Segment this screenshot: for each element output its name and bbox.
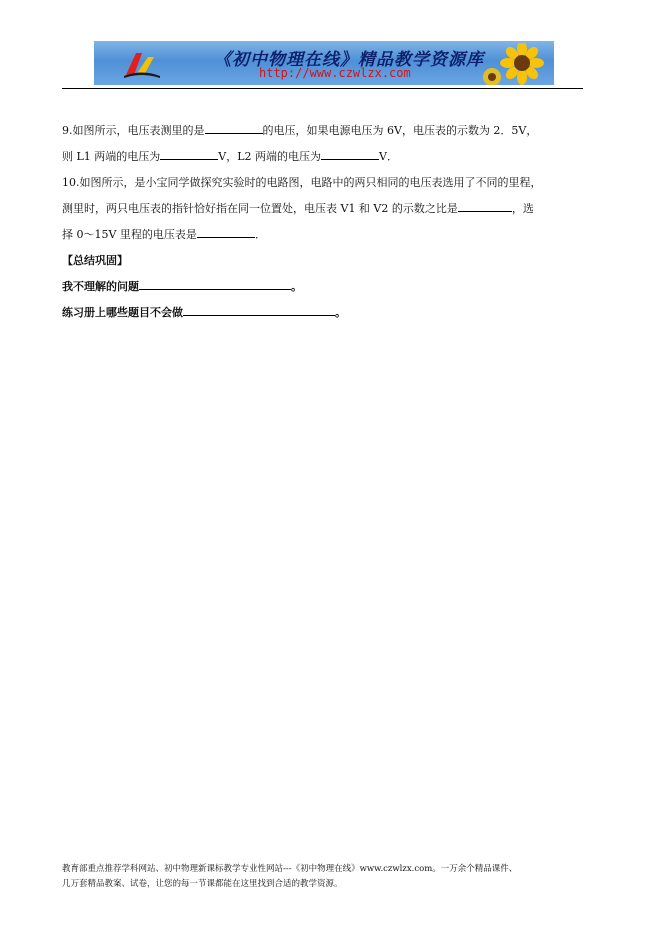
question-9-text: V，L2 两端的电压为: [218, 150, 322, 163]
summary-prompt: 我不理解的问题: [62, 280, 139, 293]
question-10-text: ．: [254, 228, 266, 241]
question-10-line-1: [62, 170, 584, 196]
question-9-text: 的电压，如果电源电压为 6V，电压表的示数为 2．5V，: [262, 124, 538, 137]
document-body: [62, 118, 584, 326]
answer-blank: [160, 147, 218, 160]
page-footer: [62, 862, 602, 892]
banner-title: 《初中物理在线》精品教学资源库: [214, 50, 484, 70]
header-rule: [62, 88, 583, 89]
answer-blank: [197, 225, 255, 238]
answer-blank: [205, 121, 263, 134]
question-10-line-3: [62, 222, 584, 248]
answer-blank: [183, 303, 335, 316]
sunflower-icon: [480, 43, 550, 85]
question-10-line-2: [62, 196, 584, 222]
question-9-text: 9.如图所示，电压表测里的是: [62, 124, 205, 137]
answer-blank: [458, 199, 512, 212]
footer-line-1: 教育部重点推荐学科网站、初中物理新课标教学专业性网站---《初中物理在线》www.czwlzx.com。一万余个精品课件、: [62, 864, 518, 874]
summary-punctuation: 。: [291, 280, 302, 293]
footer-line-2: 几万套精品教案、试卷，让您的每一节课都能在这里找到合适的教学资源。: [62, 879, 343, 889]
question-9-line-1: [62, 118, 584, 144]
summary-line-1: [62, 274, 584, 300]
banner-url: http://www.czwlzx.com: [259, 66, 411, 80]
answer-blank: [139, 277, 291, 290]
question-10-text: ，选: [511, 202, 534, 215]
question-9-text: 则 L1 两端的电压为: [62, 150, 161, 163]
summary-line-2: [62, 300, 584, 326]
header-banner: [94, 41, 554, 85]
question-10-text: 10.如图所示，是小宝同学做探究实验时的电路图，电路中的两只相同的电压表选用了不同的里程，: [62, 176, 542, 189]
answer-blank: [321, 147, 379, 160]
question-10-text: 择 0～15V 里程的电压表是: [62, 228, 197, 241]
summary-heading: 【总结巩固】: [62, 254, 128, 267]
site-logo-icon: [122, 49, 162, 79]
summary-punctuation: 。: [335, 306, 346, 319]
summary-prompt: 练习册上哪些题目不会做: [62, 306, 183, 319]
question-9-text: V．: [379, 150, 398, 163]
question-9-line-2: [62, 144, 584, 170]
question-10-text: 测里时，两只电压表的指针恰好指在同一位置处，电压表 V1 和 V2 的示数之比是: [62, 202, 458, 215]
